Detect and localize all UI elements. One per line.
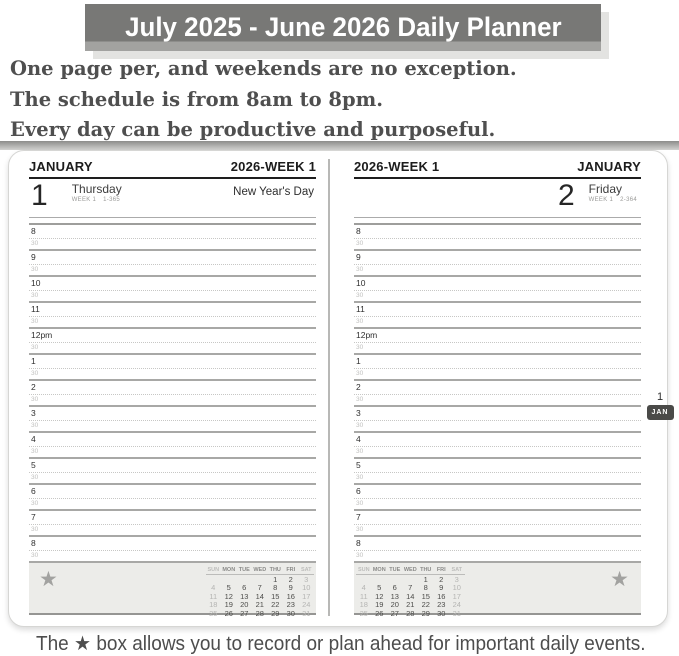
hour-label: 2: [354, 381, 641, 395]
calendar-header-row: [356, 567, 465, 575]
calendar-day: 20: [240, 600, 249, 610]
calendar-day: 4: [361, 583, 366, 593]
month-edge-tab: [645, 391, 675, 420]
calendar-weekday-header: THU: [269, 566, 281, 573]
planner-spread: [8, 150, 668, 627]
title-banner: [85, 4, 601, 51]
calendar-day: 30: [437, 608, 446, 618]
hour-label: 12pm: [29, 329, 316, 343]
calendar-day: 23: [286, 600, 295, 610]
hour-block: [29, 355, 316, 381]
calendar-day: 14: [406, 591, 415, 601]
half-hour-label: 30: [29, 447, 316, 459]
half-hour-label: 30: [354, 525, 641, 537]
hour-label: 9: [29, 251, 316, 265]
day-of-year-label: [72, 197, 122, 203]
hour-block: [354, 381, 641, 407]
calendar-day: 15: [271, 591, 280, 601]
hour-label: 7: [354, 511, 641, 525]
calendar-weekday-header: SAT: [451, 566, 463, 573]
intro-line-1: One page per, and weekends are no exception.: [10, 57, 517, 80]
hour-block: [354, 251, 641, 277]
hour-block: [354, 303, 641, 329]
weekday-label: Friday: [588, 182, 622, 196]
calendar-day: 28: [255, 608, 264, 618]
day-of-year: 1-365: [103, 197, 121, 203]
shelf-edge-bar: [0, 141, 679, 150]
calendar-day: 16: [437, 591, 446, 601]
calendar-day: 11: [209, 591, 218, 601]
tab-month-badge: JAN: [647, 405, 674, 420]
half-hour-label: 30: [29, 291, 316, 303]
calendar-day: 18: [209, 600, 218, 610]
calendar-weekday-header: TUE: [389, 566, 401, 573]
star-icon: ★: [39, 567, 58, 591]
hour-label: 8: [29, 225, 316, 239]
half-hour-label: 30: [354, 473, 641, 485]
hour-label: 11: [29, 303, 316, 317]
hour-label: 6: [29, 485, 316, 499]
banner-title: July 2025 - June 2026 Daily Planner: [124, 12, 562, 42]
calendar-weekday-header: WED: [253, 566, 267, 573]
calendar-day: 26: [224, 608, 233, 618]
holiday-label: [454, 179, 456, 186]
caption-text: The ★ box allows you to record or plan ahead for important daily events.: [36, 633, 646, 655]
star-notes-box: [29, 563, 316, 618]
calendar-day: 13: [240, 591, 249, 601]
schedule-grid: [354, 223, 641, 563]
calendar-week-row: [206, 610, 315, 619]
calendar-day: 25: [359, 608, 368, 618]
page-header-left: [29, 159, 316, 179]
calendar-day: 19: [224, 600, 233, 610]
calendar-day: 23: [437, 600, 446, 610]
half-hour-label: 30: [354, 447, 641, 459]
calendar-weekday-header: TUE: [238, 566, 250, 573]
half-hour-label: 30: [29, 473, 316, 485]
calendar-day: 6: [242, 583, 247, 593]
schedule-grid: [29, 223, 316, 563]
half-hour-label: 30: [29, 317, 316, 329]
hour-block: [354, 433, 641, 459]
calendar-day: 4: [211, 583, 216, 593]
calendar-day: 2: [439, 574, 444, 584]
calendar-weekday-header: SAT: [300, 566, 312, 573]
calendar-day: 6: [392, 583, 397, 593]
hour-label: 6: [354, 485, 641, 499]
calendar-day: 31: [302, 608, 311, 618]
half-hour-label: 30: [29, 421, 316, 433]
calendar-day: 10: [452, 583, 461, 593]
hour-label: 4: [29, 433, 316, 447]
half-hour-label: 30: [354, 551, 641, 563]
day-meta: [589, 179, 637, 203]
hour-block: [354, 459, 641, 485]
half-hour-label: 30: [29, 369, 316, 381]
mini-calendar: [206, 567, 315, 619]
calendar-day: 22: [421, 600, 430, 610]
star-icon: ★: [610, 567, 629, 591]
calendar-weekday-header: FRI: [436, 566, 446, 573]
intro-text-block: [0, 57, 679, 149]
calendar-day: 14: [255, 591, 264, 601]
weekday-label: Thursday: [71, 182, 122, 196]
calendar-day: 24: [452, 600, 461, 610]
day-of-year: 2-364: [620, 197, 637, 203]
half-hour-label: 30: [354, 395, 641, 407]
calendar-day: 25: [209, 608, 218, 618]
half-hour-label: 30: [354, 499, 641, 511]
hour-label: 12pm: [354, 329, 641, 343]
planner-page-right: [354, 159, 641, 616]
hour-block: [354, 355, 641, 381]
half-hour-label: 30: [354, 265, 641, 277]
hour-label: 3: [29, 407, 316, 421]
calendar-day: 8: [273, 583, 278, 593]
planner-page-left: [29, 159, 330, 616]
hour-label: 5: [29, 459, 316, 473]
day-number: 2: [557, 179, 575, 212]
half-hour-label: 30: [29, 499, 316, 511]
calendar-day: 28: [406, 608, 415, 618]
calendar-day: 5: [377, 583, 382, 593]
calendar-day: 22: [271, 600, 280, 610]
week-label: 2026-WEEK 1: [230, 159, 316, 174]
hour-label: 4: [354, 433, 641, 447]
calendar-day: 29: [271, 608, 280, 618]
holiday-label: New Year's Day: [233, 186, 314, 198]
calendar-weekday-header: THU: [420, 566, 432, 573]
hour-label: 1: [354, 355, 641, 369]
day-number: 1: [31, 179, 48, 212]
hour-label: 5: [354, 459, 641, 473]
hour-label: 10: [354, 277, 641, 291]
calendar-day: 21: [255, 600, 264, 610]
hour-block: [354, 277, 641, 303]
hour-block: [29, 225, 316, 251]
calendar-day: 27: [390, 608, 399, 618]
calendar-day: 15: [421, 591, 430, 601]
calendar-day: 2: [288, 574, 293, 584]
hour-block: [354, 407, 641, 433]
hour-block: [354, 225, 641, 251]
calendar-day: 12: [224, 591, 233, 601]
hour-label: 11: [354, 303, 641, 317]
month-label: JANUARY: [29, 159, 93, 174]
half-hour-label: 30: [354, 291, 641, 303]
calendar-day: 19: [375, 600, 384, 610]
calendar-weekday-header: MON: [372, 566, 386, 573]
hour-block: [29, 433, 316, 459]
half-hour-label: 30: [29, 551, 316, 563]
half-hour-label: 30: [354, 343, 641, 355]
calendar-day: 5: [226, 583, 231, 593]
calendar-day: 27: [240, 608, 249, 618]
day-meta: [72, 179, 122, 203]
calendar-weekday-header: FRI: [286, 566, 296, 573]
calendar-day: 16: [286, 591, 295, 601]
half-hour-label: 30: [29, 525, 316, 537]
mini-calendar: [356, 567, 465, 619]
hour-block: [29, 485, 316, 511]
half-hour-label: 30: [354, 239, 641, 251]
calendar-day: 24: [302, 600, 311, 610]
hour-block: [29, 381, 316, 407]
hour-block: [29, 407, 316, 433]
calendar-day: 21: [406, 600, 415, 610]
day-of-year-label: [589, 197, 637, 203]
calendar-day: 12: [375, 591, 384, 601]
calendar-day: 10: [302, 583, 311, 593]
calendar-weekday-header: SUN: [207, 566, 220, 573]
half-hour-label: 30: [354, 317, 641, 329]
hour-block: [354, 537, 641, 563]
calendar-day: 7: [408, 583, 413, 593]
calendar-weekday-header: MON: [222, 566, 236, 573]
calendar-day: 7: [257, 583, 262, 593]
calendar-day: 9: [439, 583, 444, 593]
hour-block: [29, 459, 316, 485]
calendar-day: 20: [390, 600, 399, 610]
hour-label: 7: [29, 511, 316, 525]
calendar-day: 8: [423, 583, 428, 593]
day-header-left: [29, 179, 316, 218]
half-hour-label: 30: [29, 265, 316, 277]
calendar-day: 13: [390, 591, 399, 601]
calendar-day: 17: [302, 591, 311, 601]
calendar-weekday-header: SUN: [357, 566, 370, 573]
calendar-weekday-header: WED: [403, 566, 417, 573]
calendar-week-row: [356, 610, 465, 619]
calendar-day: 1: [423, 574, 428, 584]
hour-label: 8: [354, 225, 641, 239]
hour-block: [29, 329, 316, 355]
hour-label: 1: [29, 355, 316, 369]
star-notes-box: [354, 563, 641, 618]
calendar-day: 3: [454, 574, 459, 584]
calendar-day: 17: [452, 591, 461, 601]
hour-block: [29, 277, 316, 303]
calendar-header-row: [206, 567, 315, 575]
half-hour-label: 30: [29, 343, 316, 355]
calendar-day: 11: [359, 591, 368, 601]
hour-block: [354, 511, 641, 537]
calendar-day: 30: [286, 608, 295, 618]
hour-block: [29, 303, 316, 329]
calendar-day: 31: [452, 608, 461, 618]
week-number: WEEK 1: [588, 197, 614, 203]
week-label: 2026-WEEK 1: [354, 159, 440, 174]
page-header-right: [354, 159, 641, 179]
hour-label: 3: [354, 407, 641, 421]
hour-label: 8: [29, 537, 316, 551]
hour-label: 2: [29, 381, 316, 395]
calendar-day: 26: [375, 608, 384, 618]
half-hour-label: 30: [29, 239, 316, 251]
half-hour-label: 30: [29, 395, 316, 407]
hour-block: [29, 251, 316, 277]
calendar-day: 18: [359, 600, 368, 610]
hour-label: 8: [354, 537, 641, 551]
hour-block: [29, 511, 316, 537]
hour-block: [29, 537, 316, 563]
hour-label: 10: [29, 277, 316, 291]
half-hour-label: 30: [354, 369, 641, 381]
intro-line-3: Every day can be productive and purposeful.: [10, 118, 496, 141]
calendar-day: 29: [421, 608, 430, 618]
week-number: WEEK 1: [71, 197, 97, 203]
month-label: JANUARY: [577, 159, 641, 174]
half-hour-label: 30: [354, 421, 641, 433]
hour-label: 9: [354, 251, 641, 265]
day-header-right: [354, 179, 641, 218]
calendar-day: 3: [304, 574, 309, 584]
tab-day-number: 1: [656, 391, 664, 403]
calendar-day: 1: [273, 574, 278, 584]
calendar-day: 9: [288, 583, 293, 593]
hour-block: [354, 329, 641, 355]
intro-line-2: The schedule is from 8am to 8pm.: [10, 87, 384, 111]
hour-block: [354, 485, 641, 511]
